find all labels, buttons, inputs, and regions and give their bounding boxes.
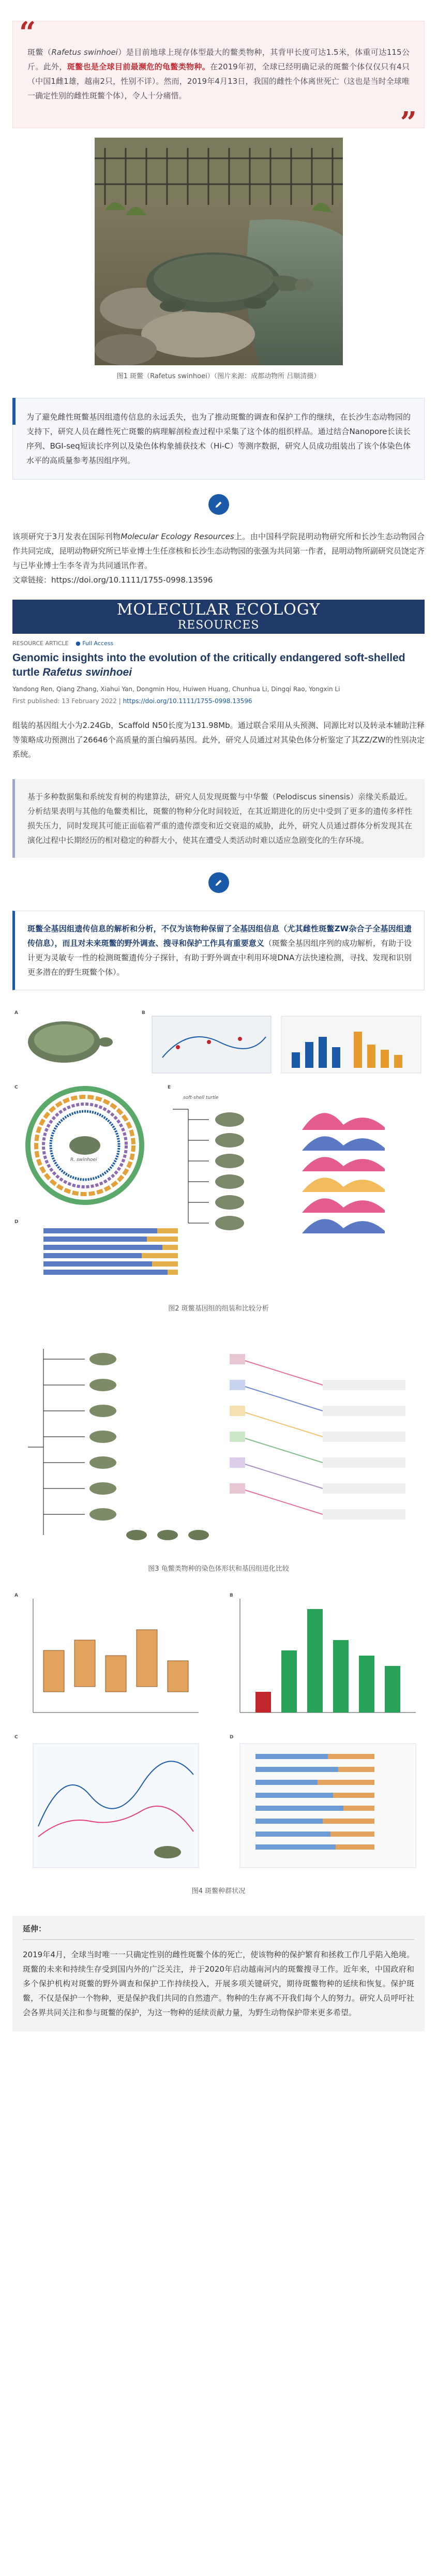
source-text-1: 该项研究于3月发表在国际刊物 — [12, 532, 121, 541]
journal-banner-line2: RESOURCES — [177, 619, 260, 632]
figure2 — [12, 1006, 425, 1313]
source-paragraph — [12, 529, 425, 587]
extension-box — [12, 1916, 425, 2031]
full-access-badge: ● Full Access — [76, 640, 114, 647]
phylogeny-box: 基于多种数据集和系统发育树的构建算法，研究人员发现斑鳖与中华鳖（Pelodiscus sinensis）亲缘关系最近。分析结果表明与其他的龟鳖类相比，斑鳖的物种分化时间较近，在其近期进化的历史中受到了更多的遗传多样性损失压力，同时发现其可能正面临着严重的遗传漂变和近交衰退的威胁，此外，研究人员通过群体分析发现其在演化过程中长期经历的相对稳定的种群大小，使其在遭受人类活动时难以适应急剧变化的生存环境。 — [12, 779, 425, 858]
article-title[interactable] — [12, 651, 425, 680]
figure2-caption: 图2 斑鳖基因组的组装和比较分析 — [168, 1305, 269, 1313]
article-published: First published: 13 February 2022 | https://doi.org/10.1111/1755-0998.13596 — [12, 697, 252, 705]
article-title-text: Genomic insights into the evolution of the critically endangered soft-shelled turtle — [12, 652, 405, 678]
doi-label: 文章链接： — [12, 575, 52, 585]
figure3-caption: 图3 龟鳖类物种的染色体形状和基因组进化比较 — [148, 1565, 289, 1573]
close-quote-icon: ” — [400, 106, 417, 140]
open-quote-icon: “ — [19, 16, 36, 50]
intro-quote-box — [12, 16, 425, 140]
extension-text: 2019年4月，全球当时唯一一只确定性别的雌性斑鳖个体的死亡，使该物种的保护繁育和拯救工作几乎陷入绝境。斑鳖的未来和持续生存受到国内外的广泛关注，并于2020年启动越南河内的斑鳖搜寻工作。近年来，中国政府和多个保护机构对斑鳖的野外调查和保护工作持续投入，开展多项关键研究，期待斑鳖物种的延续和恢复。保护斑鳖，不仅是保护一个物种，更是保护我们共同的自然遗产。物种的生存离不开我们每个人的努力。研究人员呼吁社会各界共同关注和参与斑鳖的保护，为这一物种的延续贡献力量，为野生动物保护带来更多希望。 — [23, 1950, 414, 2017]
significance-bold: 斑鳖全基因组遗传信息的解析和分析，不仅为该物种保留了全基因组信息（尤其雌性斑鳖ZW杂合子全基因组遗传信息），而且对未来斑鳖的野外调查、搜寻和保护工作具有重要意义 — [27, 924, 412, 948]
fig2-label-d: D — [14, 1219, 19, 1225]
bluebox-accent-bar — [12, 398, 16, 425]
article-doi-link[interactable]: https://doi.org/10.1111/1755-0998.13596 — [123, 697, 252, 705]
intro-text-3: 在2019年初，全球已经明确记录的斑鳖个体仅仅只有4只（中国1雌1雄，越南2只，性别不详）。然而，2019年4月13日，我国的雌性个体离世死亡（这也是当时全球唯一确定性别的雌性斑鳖个体），令人十分痛惜。 — [27, 62, 410, 100]
fig2-soft-label: soft-shell turtle — [183, 1095, 219, 1100]
source-text-2: 上。由中国科学院昆明动物研究所和长沙生态动物园合作共同完成，昆明动物研究所已毕业博士生任彦核和长沙生态动物园的张强为共同第一作者，昆明动物所副研究员饶定齐与已毕业博士生李冬青为共同通讯作者。 — [12, 532, 425, 570]
intro-highlight: 斑鳖也是全球目前最濒危的龟鳖类物种。 — [67, 62, 210, 71]
article-title-species: Rafetus swinhoei — [42, 666, 132, 678]
sample-collection-text: 为了避免雌性斑鳖基因组遗传信息的永远丢失，也为了推动斑鳖的调查和保护工作的继续，在长沙生态动物园的支持下，研究人员在雌性死亡斑鳖的病理解剖检查过程中采集了这个体的组织样品。通过结合Nanopore长读长序列、BGI-seq短读长序列以及染色体构象捕获技术（Hi-C）等测序数据，研究人员成功组装出了该个体染色体水平的高质量参考基因组序列。 — [26, 412, 411, 465]
turtle-photo — [95, 138, 343, 365]
fig4-label-c: C — [14, 1735, 18, 1740]
assembly-paragraph: 组装的基因组大小为2.24Gb，Scaffold N50长度为131.98Mb。通过联合采用从头预测、同源比对以及转录本辅助注释等策略成功预测出了26646个高质量的蛋白编码基因。此外，研究人员通过对其染色体分析鉴定了其ZZ/ZW的性别决定系统。 — [12, 721, 425, 759]
article-type: RESOURCE ARTICLE — [12, 640, 69, 647]
intro-latin-name: Rafetus swinhoei — [51, 48, 118, 57]
journal-name-inline: Molecular Ecology Resources — [120, 532, 234, 541]
intro-paragraph — [27, 45, 410, 103]
fig2-label-a: A — [14, 1010, 18, 1016]
journal-banner — [12, 600, 425, 634]
fig4-label-a: A — [14, 1593, 18, 1598]
fig2-label-b: B — [142, 1010, 145, 1016]
journal-banner-line1: MOLECULAR ECOLOGY — [116, 601, 321, 619]
fig2-label-c: C — [14, 1085, 18, 1090]
fig4-label-d: D — [230, 1735, 234, 1740]
pencil-icon-2 — [208, 872, 229, 893]
figure3 — [12, 1328, 425, 1573]
full-access-label: Full Access — [82, 640, 114, 647]
figure1-caption: 图1 斑鳖（Rafetus swinhoei）（图片来源：成都动物所 吕顺清摄） — [116, 373, 321, 380]
sample-collection-box — [12, 398, 425, 480]
figure4-caption: 图4 斑鳖种群状况 — [191, 1887, 246, 1895]
article-authors: Yandong Ren, Qiang Zhang, Xiahui Yan, Dongmin Hou, Huiwen Huang, Chunhua Li, Dingqi Rao, Yongxin Li — [12, 686, 340, 693]
fig4-label-b: B — [230, 1593, 233, 1598]
first-published: First published: 13 February 2022 — [12, 697, 117, 705]
extension-title: 延伸： — [23, 1923, 414, 1940]
journal-meta — [12, 640, 425, 647]
fig2-label-e: E — [168, 1085, 171, 1090]
figure4 — [12, 1588, 425, 1895]
significance-rest: （斑鳖全基因组序列的成功解析，有助于设计更为灵敏专一性的检测斑鳖遗传分子探针，有助于野外调查中利用环境DNA方法快速检测，寻找、发现和识别更多潜在的野生斑鳖个体）。 — [27, 939, 412, 977]
journal-snapshot — [12, 600, 425, 705]
intro-text-2: ）是目前地球上现存体型最大的鳖类物种，其背甲长度可达1.5米，体重可达115公斤。此外， — [27, 48, 410, 71]
fig2-species-label: R. swinhoei — [70, 1157, 97, 1163]
intro-text-1: 斑鳖（ — [27, 48, 52, 57]
significance-box — [12, 911, 425, 990]
doi-link[interactable]: https://doi.org/10.1111/1755-0998.13596 — [51, 575, 213, 585]
pencil-icon — [208, 494, 229, 515]
